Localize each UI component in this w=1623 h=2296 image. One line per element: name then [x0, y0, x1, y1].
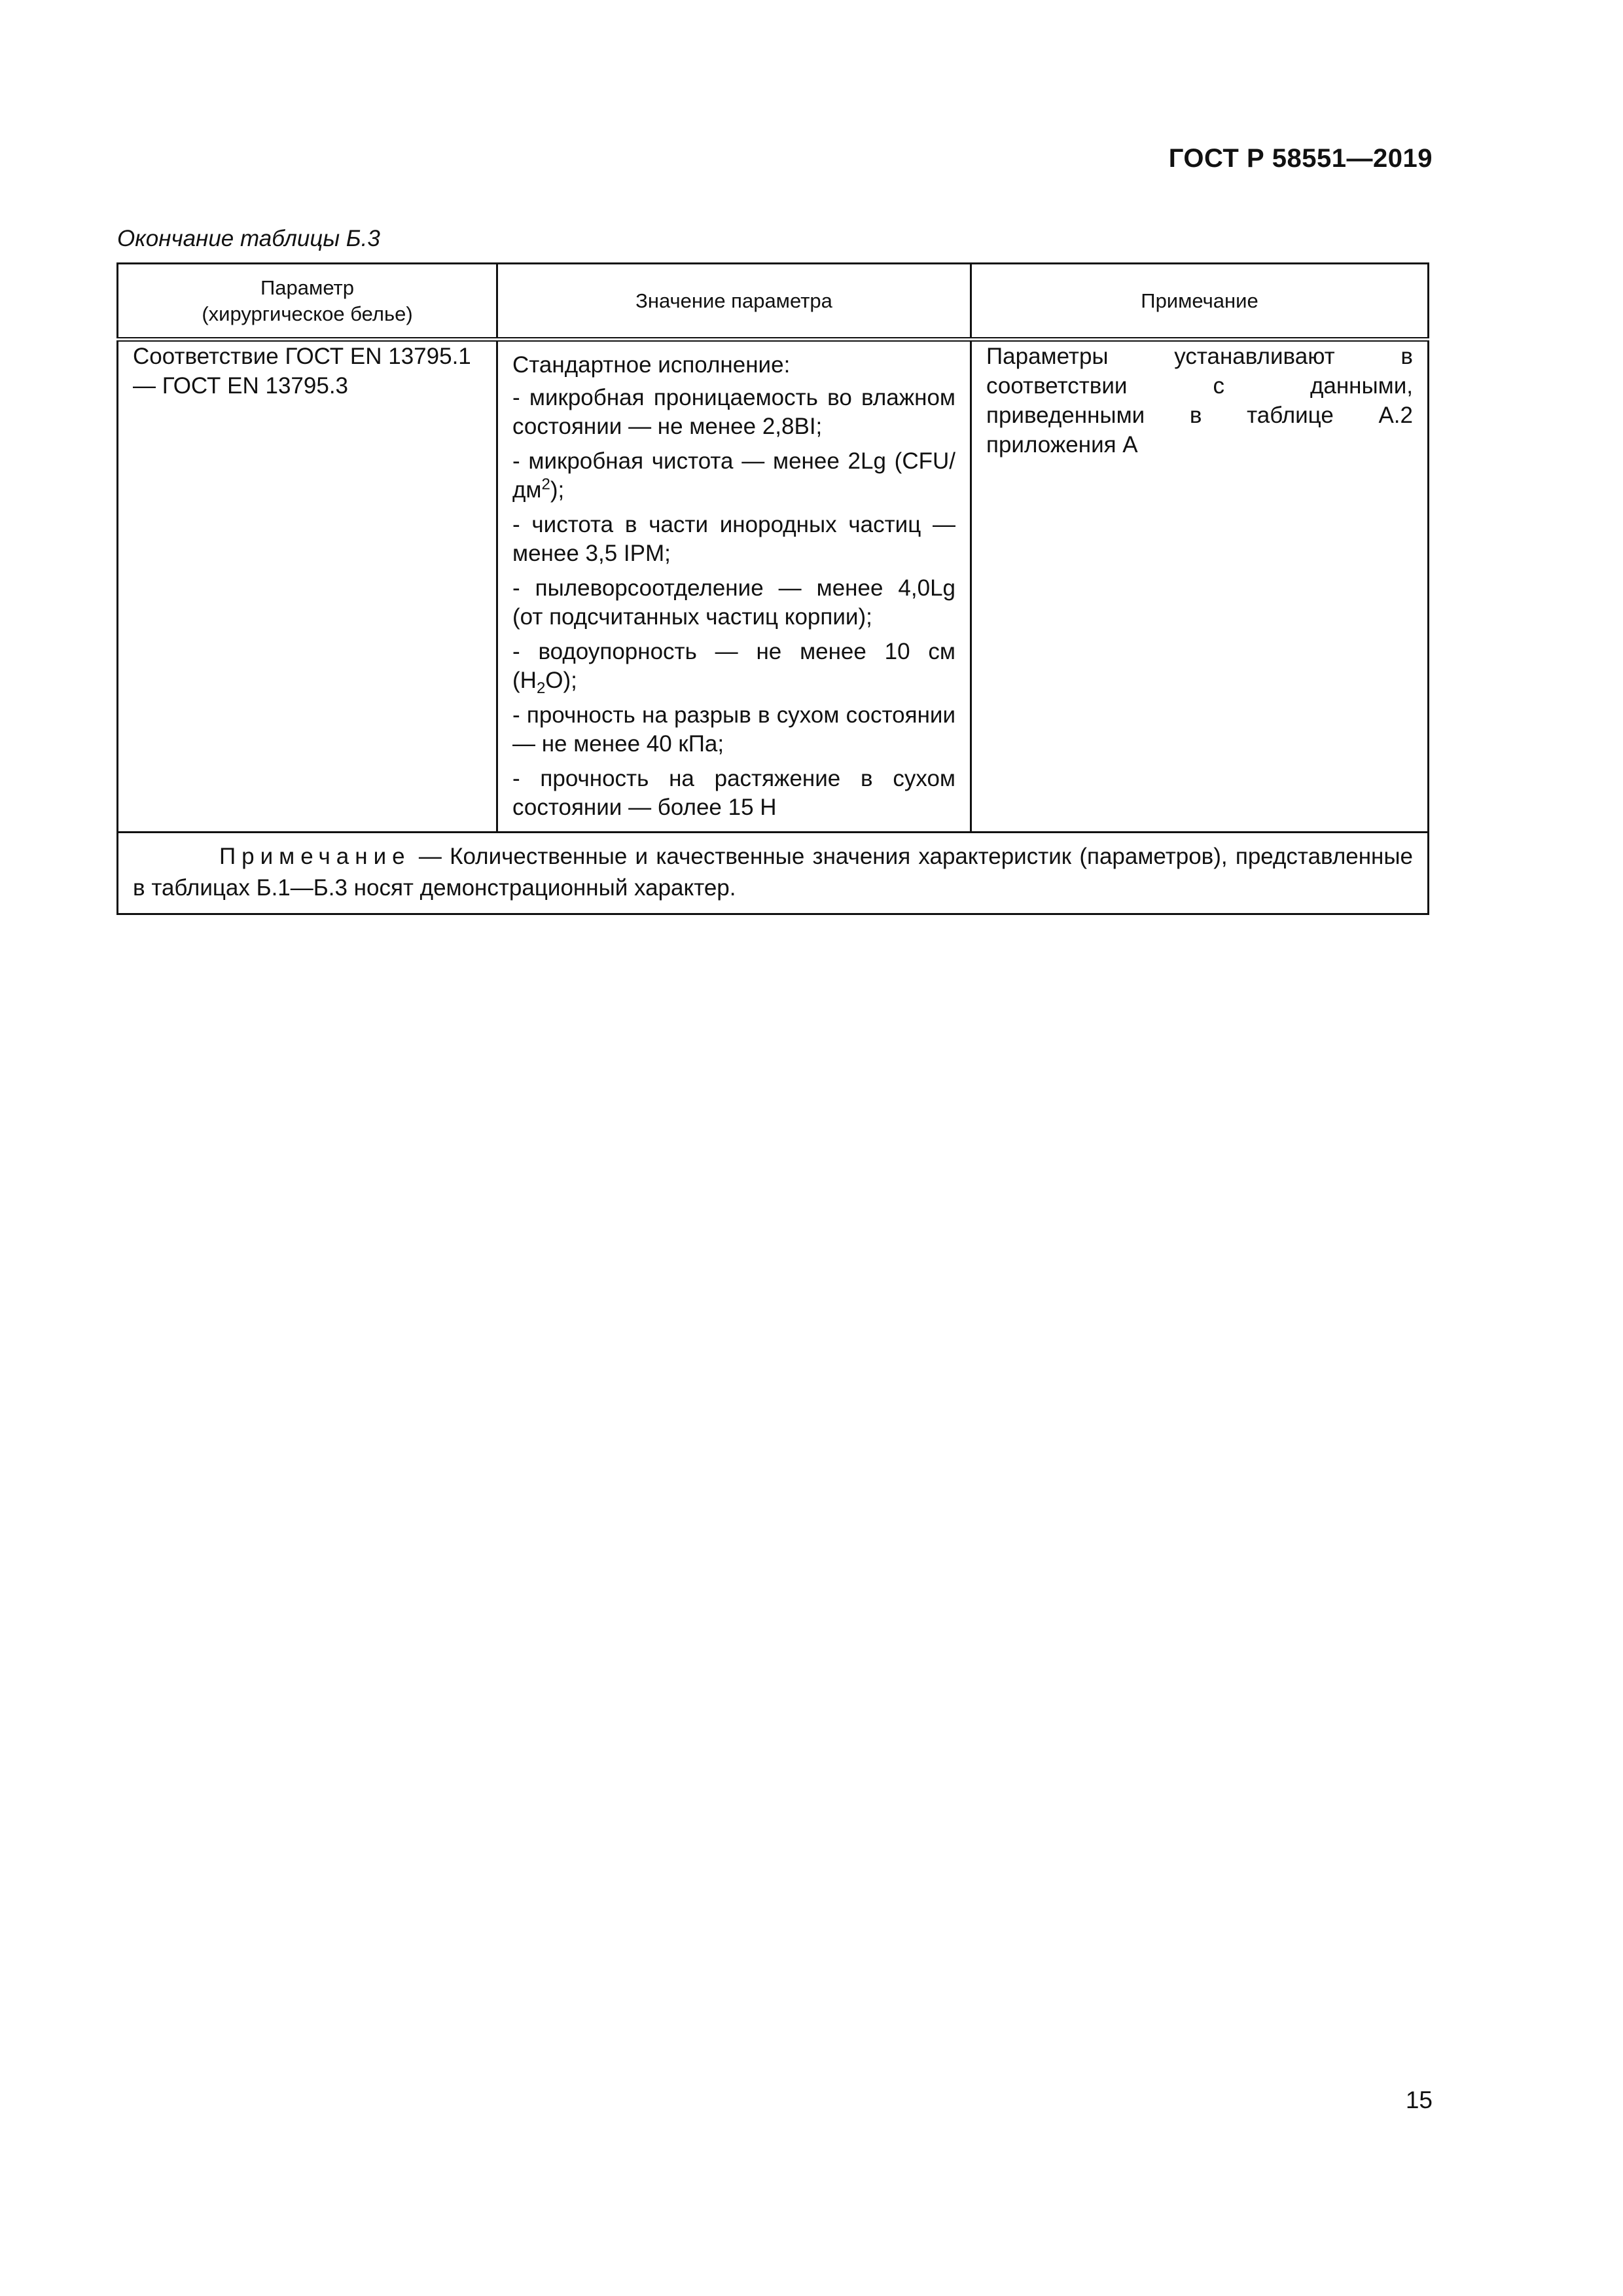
footnote-text: — Количественные и качественные значения характеристик (параметров), представленные в таблицах Б.1—Б.3 носят демонстрационный характер.	[133, 844, 1413, 901]
table-footnote-row	[118, 833, 1429, 914]
value-item-text: - водоупорность — не менее 10 см (H	[512, 639, 955, 693]
value-item-particle-cleanliness: - чистота в части инородных частиц — менее 3,5 IPM;	[512, 512, 955, 566]
column-header-parameter	[118, 264, 497, 340]
value-item-microbial-cleanliness	[512, 447, 955, 505]
note-cell: Параметры устанавливают в соответствии с данными, приведенными в таблице А.2 приложения А	[971, 340, 1429, 833]
table-caption: Окончание таблицы Б.3	[117, 226, 380, 251]
footnote-label: Примечание	[219, 844, 411, 869]
subscript: 2	[536, 679, 546, 697]
value-cell	[497, 340, 971, 833]
parameters-table	[116, 262, 1429, 915]
value-item-water-resistance	[512, 637, 955, 695]
value-item-text: - микробная чистота — менее 2Lg (CFU/дм	[512, 448, 955, 503]
value-title: Стандартное исполнение:	[512, 352, 791, 378]
value-item-linting: - пылеворсоотделение — менее 4,0Lg (от подсчитанных частиц корпии);	[512, 575, 955, 630]
column-header-value	[497, 264, 971, 340]
value-item-microbial-permeability: - микробная проницаемость во влажном состоянии — не менее 2,8BI;	[512, 385, 955, 439]
value-item-text: );	[550, 477, 565, 503]
value-item-text: O);	[545, 668, 577, 693]
superscript: 2	[541, 475, 550, 493]
column-header-parameter-line1: Параметр	[260, 276, 354, 299]
value-item-tensile-strength: - прочность на растяжение в сухом состоянии — более 15 Н	[512, 766, 955, 820]
page-number: 15	[1405, 2087, 1433, 2113]
document-standard-header: ГОСТ Р 58551—2019	[1168, 144, 1433, 173]
column-header-note	[971, 264, 1429, 340]
value-item-burst-strength: - прочность на разрыв в сухом состоянии — не менее 40 кПа;	[512, 702, 955, 757]
column-header-value-label: Значение параметра	[635, 289, 832, 312]
table-header-row	[118, 264, 1429, 340]
table-footnote	[118, 833, 1429, 914]
table-row	[118, 340, 1429, 833]
column-header-parameter-line2: (хирургическое белье)	[202, 302, 413, 325]
parameter-cell: Соответствие ГОСТ EN 13795.1— ГОСТ EN 13795.3	[118, 340, 497, 833]
column-header-note-label: Примечание	[1141, 289, 1258, 312]
